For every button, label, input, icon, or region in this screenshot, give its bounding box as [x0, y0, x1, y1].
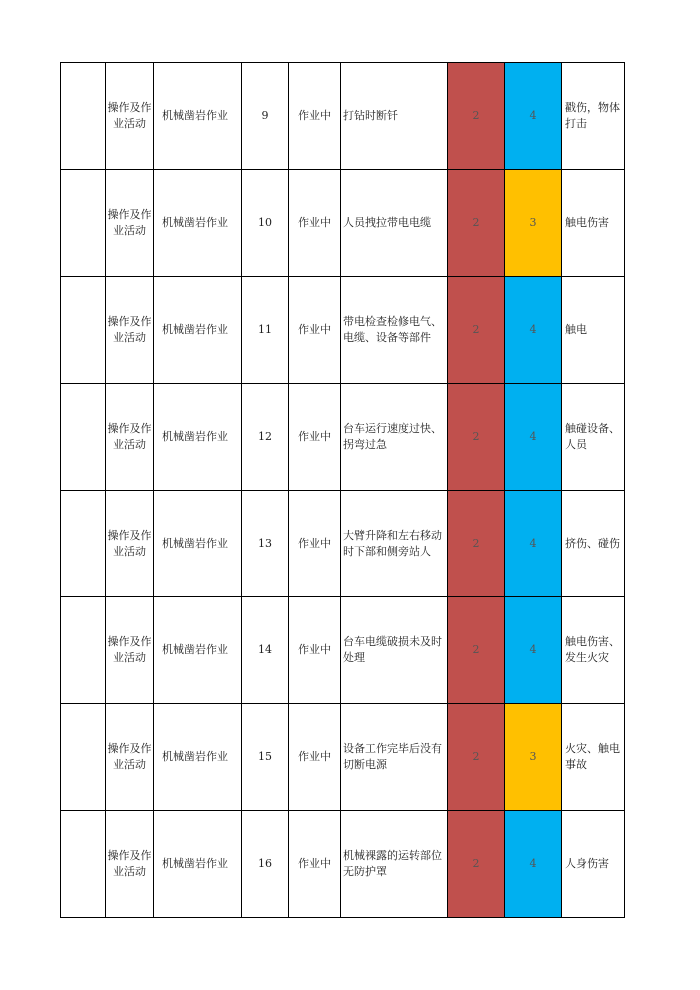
consequence-text: 人身伤害: [565, 857, 609, 871]
activity-type-text: 操作及作业活动: [107, 742, 152, 772]
task-text: 机械凿岩作业: [162, 536, 228, 550]
blank-cell: [61, 276, 106, 383]
state-cell: [289, 276, 341, 383]
severity-text: 4: [529, 536, 537, 550]
consequence-cell: [562, 490, 625, 597]
task-cell: [154, 704, 242, 811]
likelihood-cell: [448, 169, 505, 276]
hazard-description-cell: [341, 169, 448, 276]
task-text: 机械凿岩作业: [162, 429, 228, 443]
table-body: [61, 63, 625, 918]
item-number-cell: [242, 276, 289, 383]
hazard-description-cell: [341, 704, 448, 811]
consequence-cell: [562, 811, 625, 918]
item-number-cell: [242, 169, 289, 276]
likelihood-cell: [448, 63, 505, 170]
severity-text: 4: [529, 643, 537, 657]
likelihood-text: 2: [472, 322, 480, 336]
blank-cell: [61, 169, 106, 276]
consequence-cell: [562, 597, 625, 704]
item-number-text: 14: [258, 643, 272, 657]
severity-text: 4: [529, 857, 537, 871]
hazard-description-cell: [341, 597, 448, 704]
state-cell: [289, 811, 341, 918]
risk-assessment-table: [60, 62, 625, 918]
activity-type-text: 操作及作业活动: [107, 849, 152, 879]
state-text: 作业中: [298, 215, 331, 229]
table-row: [61, 63, 625, 170]
likelihood-cell: [448, 704, 505, 811]
hazard-description-cell: [341, 383, 448, 490]
hazard-description-text: 台车电缆破损未及时处理: [343, 635, 442, 665]
activity-type-text: 操作及作业活动: [107, 100, 152, 130]
blank-cell: [61, 383, 106, 490]
consequence-text: 触电伤害、发生火灾: [565, 635, 620, 665]
consequence-cell: [562, 276, 625, 383]
state-text: 作业中: [298, 857, 331, 871]
consequence-text: 触碰设备、人员: [565, 421, 620, 451]
hazard-description-text: 打钻时断钎: [343, 108, 398, 122]
item-number-cell: [242, 704, 289, 811]
likelihood-text: 2: [472, 643, 480, 657]
item-number-cell: [242, 811, 289, 918]
state-cell: [289, 704, 341, 811]
severity-cell: [505, 490, 562, 597]
item-number-text: 16: [258, 857, 272, 871]
severity-cell: [505, 383, 562, 490]
likelihood-text: 2: [472, 215, 480, 229]
state-text: 作业中: [298, 322, 331, 336]
activity-type-text: 操作及作业活动: [107, 207, 152, 237]
item-number-text: 9: [261, 108, 269, 122]
state-text: 作业中: [298, 429, 331, 443]
likelihood-text: 2: [472, 108, 480, 122]
state-text: 作业中: [298, 643, 331, 657]
likelihood-text: 2: [472, 536, 480, 550]
severity-cell: [505, 276, 562, 383]
activity-type-cell: [106, 811, 154, 918]
likelihood-cell: [448, 276, 505, 383]
state-cell: [289, 490, 341, 597]
hazard-description-text: 设备工作完毕后没有切断电源: [343, 742, 442, 772]
task-cell: [154, 169, 242, 276]
table-row: [61, 383, 625, 490]
hazard-description-text: 带电检查检修电气、电缆、设备等部件: [343, 314, 442, 344]
task-cell: [154, 63, 242, 170]
hazard-description-cell: [341, 63, 448, 170]
consequence-text: 挤伤、碰伤: [565, 536, 620, 550]
activity-type-cell: [106, 383, 154, 490]
activity-type-cell: [106, 704, 154, 811]
likelihood-cell: [448, 597, 505, 704]
consequence-cell: [562, 383, 625, 490]
activity-type-text: 操作及作业活动: [107, 635, 152, 665]
state-cell: [289, 383, 341, 490]
activity-type-cell: [106, 63, 154, 170]
state-text: 作业中: [298, 536, 331, 550]
severity-cell: [505, 169, 562, 276]
state-cell: [289, 169, 341, 276]
hazard-description-text: 机械裸露的运转部位无防护罩: [343, 849, 442, 879]
table-row: [61, 811, 625, 918]
state-text: 作业中: [298, 750, 331, 764]
task-cell: [154, 597, 242, 704]
table-row: [61, 597, 625, 704]
activity-type-cell: [106, 490, 154, 597]
task-cell: [154, 383, 242, 490]
likelihood-cell: [448, 490, 505, 597]
task-text: 机械凿岩作业: [162, 750, 228, 764]
table-row: [61, 490, 625, 597]
hazard-description-cell: [341, 811, 448, 918]
table-row: [61, 169, 625, 276]
consequence-cell: [562, 704, 625, 811]
consequence-cell: [562, 169, 625, 276]
item-number-cell: [242, 63, 289, 170]
hazard-description-text: 人员拽拉带电电缆: [343, 215, 431, 229]
item-number-text: 15: [258, 750, 272, 764]
hazard-description-text: 大臂升降和左右移动时下部和侧旁站人: [343, 528, 442, 558]
blank-cell: [61, 704, 106, 811]
activity-type-cell: [106, 276, 154, 383]
table-row: [61, 704, 625, 811]
severity-cell: [505, 597, 562, 704]
severity-cell: [505, 811, 562, 918]
task-text: 机械凿岩作业: [162, 857, 228, 871]
task-text: 机械凿岩作业: [162, 643, 228, 657]
severity-text: 3: [529, 750, 537, 764]
task-text: 机械凿岩作业: [162, 108, 228, 122]
task-cell: [154, 811, 242, 918]
activity-type-cell: [106, 169, 154, 276]
item-number-text: 12: [258, 429, 272, 443]
likelihood-text: 2: [472, 429, 480, 443]
task-cell: [154, 276, 242, 383]
blank-cell: [61, 597, 106, 704]
consequence-text: 触电伤害: [565, 215, 609, 229]
item-number-text: 11: [258, 322, 272, 336]
item-number-cell: [242, 383, 289, 490]
consequence-text: 火灾、触电事故: [565, 742, 620, 772]
hazard-description-text: 台车运行速度过快、拐弯过急: [343, 421, 442, 451]
state-cell: [289, 63, 341, 170]
table-row: [61, 276, 625, 383]
consequence-cell: [562, 63, 625, 170]
item-number-text: 10: [258, 215, 272, 229]
activity-type-text: 操作及作业活动: [107, 314, 152, 344]
item-number-cell: [242, 597, 289, 704]
task-text: 机械凿岩作业: [162, 215, 228, 229]
task-cell: [154, 490, 242, 597]
consequence-text: 触电: [565, 322, 587, 336]
state-cell: [289, 597, 341, 704]
blank-cell: [61, 63, 106, 170]
hazard-description-cell: [341, 490, 448, 597]
task-text: 机械凿岩作业: [162, 322, 228, 336]
activity-type-text: 操作及作业活动: [107, 421, 152, 451]
severity-cell: [505, 63, 562, 170]
activity-type-text: 操作及作业活动: [107, 528, 152, 558]
severity-text: 3: [529, 215, 537, 229]
likelihood-text: 2: [472, 750, 480, 764]
item-number-text: 13: [258, 536, 272, 550]
hazard-description-cell: [341, 276, 448, 383]
likelihood-cell: [448, 811, 505, 918]
likelihood-text: 2: [472, 857, 480, 871]
activity-type-cell: [106, 597, 154, 704]
severity-text: 4: [529, 108, 537, 122]
likelihood-cell: [448, 383, 505, 490]
blank-cell: [61, 490, 106, 597]
consequence-text: 戳伤，物体打击: [565, 100, 620, 130]
severity-cell: [505, 704, 562, 811]
severity-text: 4: [529, 322, 537, 336]
severity-text: 4: [529, 429, 537, 443]
blank-cell: [61, 811, 106, 918]
state-text: 作业中: [298, 108, 331, 122]
item-number-cell: [242, 490, 289, 597]
